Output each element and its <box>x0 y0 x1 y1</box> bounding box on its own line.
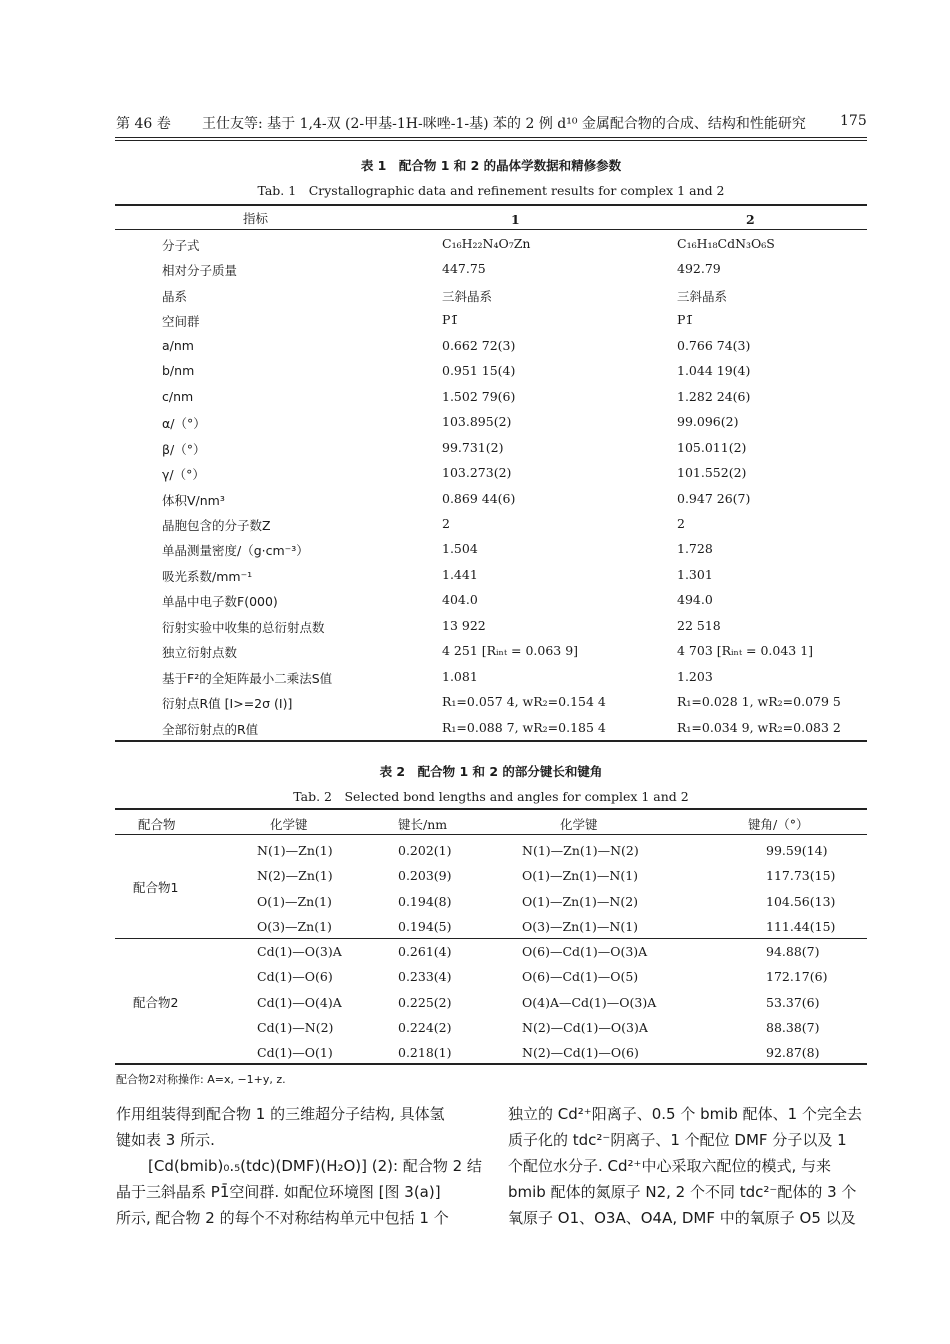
table2-header-length: 键长/nm <box>398 817 448 832</box>
body-line: 独立的 Cd²⁺阳离子、0.5 个 bmib 配体、1 个完全去 <box>508 1105 862 1123</box>
body-line: bmib 配体的氮原子 N2, 2 个不同 tdc²⁻配体的 3 个 <box>508 1183 857 1201</box>
table1-row-value-1: 0.951 15(4) <box>442 363 516 379</box>
table2-group2-label: 配合物2 <box>133 995 179 1010</box>
table1-row-value-1: 13 922 <box>442 617 486 633</box>
table1-row-value-1: 1.504 <box>442 541 478 557</box>
table1-row-value-2: R₁=0.034 9, wR₂=0.083 2 <box>677 719 841 735</box>
table2-bond-length: 0.225(2) <box>398 994 452 1010</box>
table1-row-label: 相对分子质量 <box>162 263 238 279</box>
table2-top-rule <box>115 808 867 810</box>
table1-row-value-1: 1.441 <box>442 566 478 582</box>
table2-angle-value: 117.73(15) <box>766 868 836 884</box>
table2-bond: Cd(1)—N(2) <box>257 1019 334 1035</box>
table1-row-value-2: 99.096(2) <box>677 414 739 430</box>
table1-row-label: β/（°） <box>162 441 206 457</box>
table2-angle-value: 88.38(7) <box>766 1019 820 1035</box>
table1-row-value-2: P1̄ <box>677 312 694 328</box>
table2-bond: O(3)—Zn(1) <box>257 918 332 934</box>
table1-header-col1: 1 <box>511 212 520 227</box>
table2-bond: Cd(1)—O(6) <box>257 969 333 985</box>
table2-angle-value: 111.44(15) <box>766 918 836 934</box>
table2-group-rule <box>115 938 867 939</box>
table2-angle-value: 99.59(14) <box>766 843 828 858</box>
table1-row-label: b/nm <box>162 363 195 379</box>
table2-bond: Cd(1)—O(1) <box>257 1045 333 1061</box>
table2-bond: N(2)—Zn(1) <box>257 868 333 884</box>
volume-label: 第 46 卷 <box>116 116 171 132</box>
table2-bond-length: 0.194(5) <box>398 918 452 934</box>
body-line: 个配位水分子. Cd²⁺中心采取六配位的模式, 与来 <box>508 1157 831 1175</box>
table1-row-value-2: 494.0 <box>677 592 713 608</box>
table2-header-angle: 键角/（°） <box>748 817 809 832</box>
table1-row-value-2: 1.203 <box>677 668 713 684</box>
table1-row-label: 分子式 <box>162 238 200 253</box>
table1-row-label: 全部衍射点的R值 <box>162 721 259 737</box>
table2-bond-length: 0.218(1) <box>398 1045 452 1061</box>
body-line: [Cd(bmib)₀.₅(tdc)(DMF)(H₂O)] (2): 配合物 2 结 <box>148 1157 482 1175</box>
body-line: 作用组装得到配合物 1 的三维超分子结构, 具体氢 <box>116 1105 445 1123</box>
table1-row-value-2: R₁=0.028 1, wR₂=0.079 5 <box>677 694 841 710</box>
table1-row-value-2: 101.552(2) <box>677 465 747 481</box>
table1-row-label: 吸光系数/mm⁻¹ <box>162 568 253 584</box>
page-number: 175 <box>840 113 867 129</box>
table1-row-value-1: 1.502 79(6) <box>442 388 516 404</box>
table1-row-value-1: 1.081 <box>442 668 478 684</box>
table1-row-value-2: 1.044 19(4) <box>677 363 751 379</box>
table1-row-label: a/nm <box>162 337 194 353</box>
table1-row-label: 独立衍射点数 <box>162 645 238 661</box>
table1-row-value-1: 404.0 <box>442 592 478 608</box>
running-title: 王仕友等: 基于 1,4-双 (2-甲基-1H-咪唑-1-基) 苯的 2 例 d¹⁰ 金属配合物的合成、结构和性能研究 <box>202 116 806 132</box>
table2-angle-bond: N(2)—Cd(1)—O(3)A <box>522 1019 648 1035</box>
table2-angle-bond: N(1)—Zn(1)—N(2) <box>522 843 639 858</box>
table2-angle-bond: O(1)—Zn(1)—N(1) <box>522 868 639 884</box>
table1-row-label: 晶系 <box>162 288 188 304</box>
table1-row-value-2: 105.011(2) <box>677 439 747 455</box>
table1-bottom-rule <box>115 740 867 742</box>
table2-angle-bond: O(1)—Zn(1)—N(2) <box>522 893 639 909</box>
table2-header-complex: 配合物 <box>138 817 176 832</box>
table1-row-value-1: P1̄ <box>442 312 459 328</box>
table2-bond-length: 0.261(4) <box>398 944 452 959</box>
body-line: 晶于三斜晶系 P1̄空间群. 如配位环境图 [图 3(a)] <box>116 1183 441 1201</box>
table1-row-label: 空间群 <box>162 314 200 330</box>
table2-bond-length: 0.202(1) <box>398 843 452 858</box>
table1-row-label: 晶胞包含的分子数Z <box>162 517 271 533</box>
table1-caption-zh: 表 1 配合物 1 和 2 的晶体学数据和精修参数 <box>360 158 622 173</box>
table2-angle-value: 92.87(8) <box>766 1045 820 1061</box>
table1-top-rule <box>115 204 867 206</box>
table1-row-label: 基于F²的全矩阵最小二乘法S值 <box>162 670 333 686</box>
table1-row-value-2: 1.301 <box>677 566 713 582</box>
table1-row-label: 衍射点R值 [I>=2σ (I)] <box>162 696 293 712</box>
body-line: 键如表 3 所示. <box>116 1131 215 1149</box>
table1-row-value-2: 0.947 26(7) <box>677 490 751 506</box>
table1-row-value-1: 99.731(2) <box>442 439 504 455</box>
table2-angle-value: 53.37(6) <box>766 994 820 1010</box>
table2-bond: Cd(1)—O(4)A <box>257 994 342 1010</box>
table1-row-value-1: 2 <box>442 515 450 531</box>
table1-row-value-2: 1.282 24(6) <box>677 388 751 404</box>
table2-angle-bond: O(6)—Cd(1)—O(3)A <box>522 944 648 959</box>
table1-row-label: γ/（°） <box>162 467 205 483</box>
table1-row-label: 单晶中电子数F(000) <box>162 594 278 610</box>
body-line: 所示, 配合物 2 的每个不对称结构单元中包括 1 个 <box>116 1209 449 1227</box>
table2-note: 配合物2对称操作: A=x, −1+y, z. <box>116 1073 286 1086</box>
table2-angle-value: 172.17(6) <box>766 969 828 985</box>
table2-bond: N(1)—Zn(1) <box>257 843 333 858</box>
table2-caption-zh: 表 2 配合物 1 和 2 的部分键长和键角 <box>379 764 603 779</box>
header-rule-bottom <box>115 140 867 141</box>
table1-row-value-1: R₁=0.088 7, wR₂=0.185 4 <box>442 719 606 735</box>
table1-row-value-1: 4 251 [Rᵢₙₜ = 0.063 9] <box>442 643 579 659</box>
table2-angle-bond: N(2)—Cd(1)—O(6) <box>522 1045 639 1061</box>
table2-bottom-rule <box>115 1063 867 1065</box>
table1-header-col2: 2 <box>746 212 755 227</box>
table2-bond-length: 0.203(9) <box>398 868 452 884</box>
table1-row-value-2: 4 703 [Rᵢₙₜ = 0.043 1] <box>677 643 814 659</box>
table2-caption-en: Tab. 2 Selected bond lengths and angles for complex 1 and 2 <box>293 789 689 804</box>
table2-angle-bond: O(6)—Cd(1)—O(5) <box>522 969 639 985</box>
table2-header-rule <box>115 834 867 835</box>
table2-bond: Cd(1)—O(3)A <box>257 944 342 959</box>
table1-row-value-2: 1.728 <box>677 541 713 557</box>
table1-row-label: 体积V/nm³ <box>162 492 225 508</box>
table1-row-value-2: 三斜晶系 <box>677 288 728 304</box>
table1-row-value-1: 0.869 44(6) <box>442 490 516 506</box>
table2-bond: O(1)—Zn(1) <box>257 893 332 909</box>
table1-caption-en: Tab. 1 Crystallographic data and refinement results for complex 1 and 2 <box>257 183 725 198</box>
table1-row-value-1: 103.895(2) <box>442 414 512 430</box>
table2-bond-length: 0.194(8) <box>398 893 452 909</box>
table2-header-bond: 化学键 <box>270 817 308 832</box>
table1-row-value-2: 22 518 <box>677 617 721 633</box>
table1-row-label: c/nm <box>162 388 194 404</box>
table2-group1-label: 配合物1 <box>133 880 179 895</box>
table1-row-value-2: C₁₆H₁₈CdN₃O₆S <box>677 236 775 251</box>
table1-row-label: 单晶测量密度/（g·cm⁻³） <box>162 543 309 559</box>
table1-header-rule <box>115 229 867 230</box>
table1-row-value-1: 0.662 72(3) <box>442 337 516 353</box>
table1-row-value-2: 492.79 <box>677 261 721 277</box>
table1-row-value-1: R₁=0.057 4, wR₂=0.154 4 <box>442 694 606 710</box>
body-line: 质子化的 tdc²⁻阴离子、1 个配位 DMF 分子以及 1 <box>508 1131 847 1149</box>
table2-bond-length: 0.224(2) <box>398 1019 452 1035</box>
table1-row-value-1: 103.273(2) <box>442 465 512 481</box>
table1-row-value-2: 0.766 74(3) <box>677 337 751 353</box>
table1-row-value-1: 三斜晶系 <box>442 288 493 304</box>
table2-angle-bond: O(4)A—Cd(1)—O(3)A <box>522 994 657 1010</box>
table1-row-label: α/（°） <box>162 416 206 432</box>
table1-row-value-2: 2 <box>677 515 685 531</box>
table2-header-angle-bond: 化学键 <box>560 817 598 832</box>
table2-angle-value: 104.56(13) <box>766 893 836 909</box>
body-line: 氧原子 O1、O3A、O4A, DMF 中的氧原子 O5 以及 <box>508 1209 856 1227</box>
table1-header-label: 指标 <box>243 211 269 226</box>
header-rule-top <box>115 137 867 138</box>
table2-bond-length: 0.233(4) <box>398 969 452 985</box>
table2-angle-bond: O(3)—Zn(1)—N(1) <box>522 918 639 934</box>
table2-angle-value: 94.88(7) <box>766 944 820 959</box>
table1-row-label: 衍射实验中收集的总衍射点数 <box>162 619 325 635</box>
table1-row-value-1: C₁₆H₂₂N₄O₇Zn <box>442 236 531 251</box>
table1-row-value-1: 447.75 <box>442 261 486 277</box>
